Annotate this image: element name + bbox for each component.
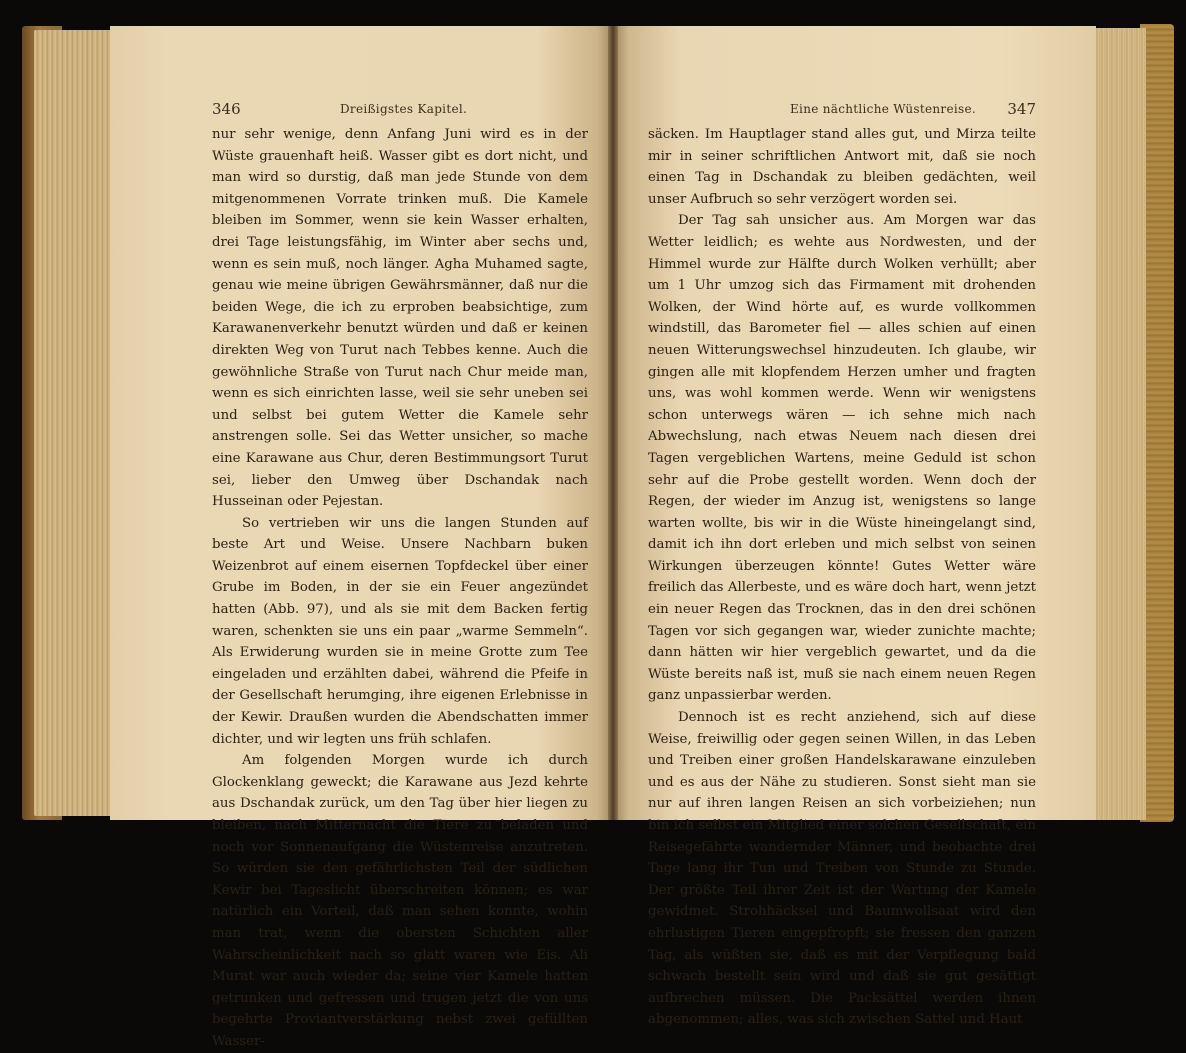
right-page-header bbox=[648, 100, 1036, 118]
page-stack-left bbox=[34, 30, 120, 816]
right-running-head: Eine nächtliche Wüstenreise. bbox=[790, 102, 976, 116]
paragraph: nur sehr wenige, denn Anfang Juni wird es in der Wüste grauenhaft heiß. Wasser gibt es dort nicht, und man wird so durstig, daß man jede Stunde von dem mitgenommenen Vorrate trinken muß. Die Kamele bleiben im Sommer, wenn sie kein Wasser erhalten, drei Tage leistungsfähig, im Winter aber sechs und, wenn es sein muß, noch länger. Agha Muhamed sagte, genau wie meine übrigen Gewährsmänner, daß nur die beiden Wege, die ich zu erproben beabsichtige, zum Karawanenverkehr benutzt würden und daß er keinen direkten Weg von Turut nach Tebbes kenne. Auch die gewöhnliche Straße von Turut nach Chur meide man, wenn es sich einrichten lasse, weil sie sehr uneben sei und selbst bei gutem Wetter die Kamele sehr anstrengen solle. Sei das Wetter unsicher, so mache eine Karawane aus Chur, deren Bestimmungsort Turut sei, lieber den Umweg über Dschandak nach Husseinan oder Pejestan. bbox=[212, 127, 588, 510]
page-stack-right bbox=[1090, 28, 1146, 820]
paragraph: Der Tag sah unsicher aus. Am Morgen war das Wetter leidlich; es wehte aus Nordwesten, und der Himmel wurde zur Hälfte durch Wolken verhüllt; aber um 1 Uhr umzog sich das Firmament mit drohenden Wolken, der Wind hörte auf, es wurde vollkommen windstill, das Barometer fiel — alles schien auf einen neuen Witterungswechsel hinzudeuten. Ich glaube, wir gingen alle mit klopfendem Herzen umher und fragten uns, was wohl kommen werde. Wenn wir wenigstens schon unterwegs wären — ich sehne mich nach Abwechslung, nach etwas Neuem nach diesen drei Tagen vergeblichen Wartens, meine Geduld ist schon sehr auf die Probe gestellt worden. Wenn doch der Regen, der wieder im Anzug ist, wenigstens so lange warten wollte, bis wir in die Wüste hineingelangt sind, damit ich ihn dort erleben und mich selbst von seinen Wirkungen überzeugen könnte! Gutes Wetter wäre freilich das Allerbeste, und es wäre doch hart, wenn jetzt ein neuer Regen das Trocknen, das in den drei schönen Tagen vor sich gegangen war, wieder zunichte machte; dann hätten wir hier vergeblich gewartet, und da die Wüste bereits naß ist, muß sie nach einem neuen Regen ganz unpassierbar werden. bbox=[648, 213, 1036, 704]
paragraph: So vertrieben wir uns die langen Stunden auf beste Art und Weise. Unsere Nachbarn buken Weizenbrot auf einem eisernen Topfdeckel über einer Grube im Boden, in der sie ein Feuer angezündet hatten (Abb. 97), und als sie mit dem Backen fertig waren, schenkten sie uns ein paar „warme Semmeln“. Als Erwiderung wurden sie in meine Grotte zum Tee eingeladen und erzählten dabei, während die Pfeife in der Gesellschaft herumging, ihre eigenen Erlebnisse in der Kewir. Draußen wurden die Abendschatten immer dichter, und wir legten uns früh schlafen. bbox=[212, 515, 588, 747]
left-page-body bbox=[212, 124, 588, 1053]
paragraph: säcken. Im Hauptlager stand alles gut, und Mirza teilte mir in seiner schriftlichen Antwort mit, daß sie noch einen Tag in Dschandak zu bleiben gedächten, weil unser Aufbruch so sehr verzögert worden sei. bbox=[648, 127, 1036, 207]
paragraph: Am folgenden Morgen wurde ich durch Glockenklang geweckt; die Karawane aus Jezd kehrte aus Dschandak zurück, um den Tag über hier liegen zu bleiben, nach Mitternacht die Tiere zu beladen und noch vor Sonnenaufgang die Wüstenreise anzutreten. So würden sie den gefährlichsten Teil der südlichen Kewir bei Tageslicht überschreiten können; es war natürlich ein Vorteil, daß man sehen konnte, wohin man trat, wenn die obersten Schichten aller Wahrscheinlichkeit nach so glatt waren wie Eis. Ali Murat war auch wieder da; seine vier Kamele hatten getrunken und gefressen und trugen jetzt die von uns begehrte Proviantverstärkung nebst zwei gefüllten Wasser- bbox=[212, 753, 588, 1049]
paragraph: Dennoch ist es recht anziehend, sich auf diese Weise, freiwillig oder gegen seinen Willen, in das Leben und Treiben einer großen Handelskarawane einzuleben und es aus der Nähe zu studieren. Sonst sieht man sie nur auf ihren langen Reisen an sich vorbeiziehen; nun bin ich selbst ein Mitglied einer solchen Gesellschaft, ein Reisegefährte wandernder Männer, und beobachte drei Tage lang ihr Tun und Treiben von Stunde zu Stunde. Der größte Teil ihrer Zeit ist der Wartung der Kamele gewidmet. Strohhäcksel und Baumwollsaat wird den ehrlustigen Tieren eingepfropft; sie fressen den ganzen Tag, als wüßten sie, daß es mit der Verpflegung bald schwach bestellt sein wird und daß sie gut gesättigt aufbrechen müssen. Die Packsättel werden ihnen abgenommen; alles, was sich zwischen Sattel und Haut bbox=[648, 710, 1036, 1028]
right-page-number: 347 bbox=[1007, 100, 1036, 118]
right-page-body bbox=[648, 124, 1036, 1031]
book-gutter bbox=[608, 26, 618, 820]
left-page-header bbox=[212, 100, 588, 118]
left-running-head: Dreißigstes Kapitel. bbox=[340, 102, 468, 116]
left-page-number: 346 bbox=[212, 100, 241, 118]
